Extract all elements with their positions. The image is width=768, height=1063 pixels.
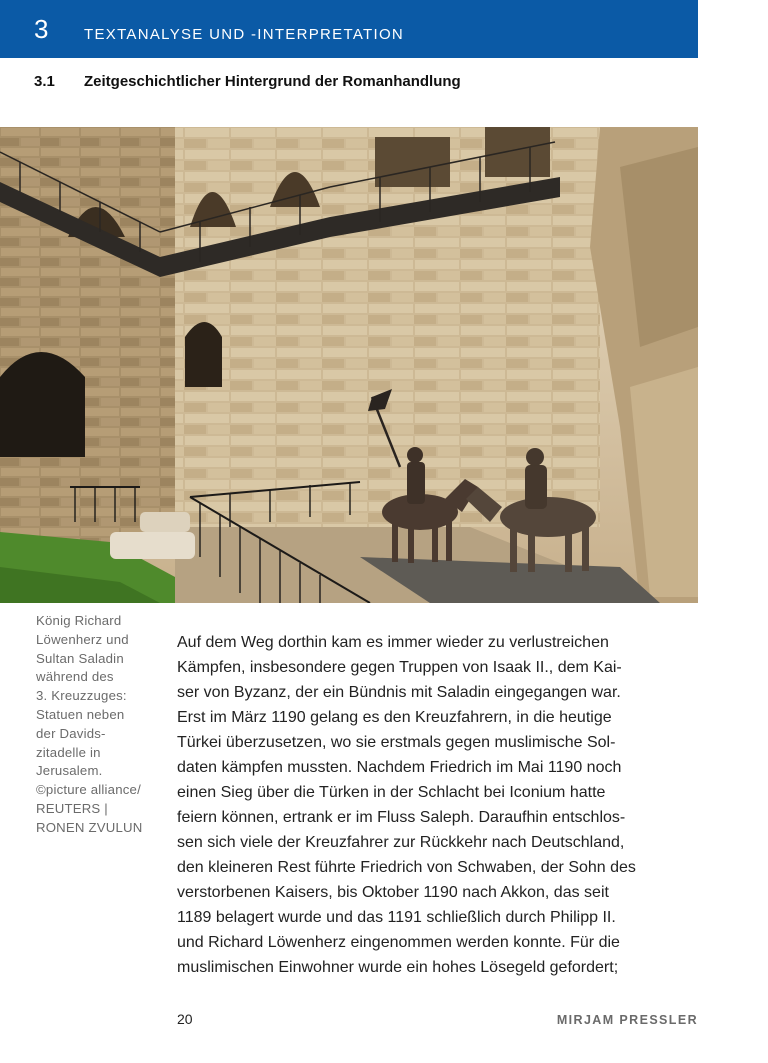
body-line: einen Sieg über die Türken in der Schlacht bei Iconium hatte bbox=[177, 784, 606, 801]
chapter-header-bar bbox=[0, 0, 698, 58]
body-line: den kleineren Rest führte Friedrich von Schwaben, der Sohn des bbox=[177, 859, 636, 876]
caption-line: Sultan Saladin bbox=[36, 650, 124, 666]
caption-line: der Davids- bbox=[36, 725, 106, 741]
photo-caption bbox=[36, 612, 166, 838]
caption-line: während des bbox=[36, 669, 114, 685]
author-name: MIRJAM PRESSLER bbox=[556, 1013, 698, 1027]
caption-line: REUTERS | bbox=[36, 800, 108, 816]
statues-photo bbox=[0, 127, 698, 603]
caption-line: zitadelle in bbox=[36, 744, 101, 760]
body-line: verstorbenen Kaisers, bis Oktober 1190 nach Akkon, das seit bbox=[177, 884, 609, 901]
section-number: 3.1 bbox=[34, 73, 55, 90]
caption-line: König Richard bbox=[36, 613, 122, 628]
caption-line: ©picture alliance/ bbox=[36, 782, 141, 798]
chapter-title: TEXTANALYSE UND -INTERPRETATION bbox=[84, 26, 405, 43]
section-title: Zeitgeschichtlicher Hintergrund der Romanhandlung bbox=[84, 73, 461, 90]
body-line: ser von Byzanz, der ein Bündnis mit Saladin eingegangen war. bbox=[177, 684, 621, 701]
caption-line: Jerusalem. bbox=[36, 763, 103, 779]
body-line: sen sich viele der Kreuzfahrer zur Rückkehr nach Deutschland, bbox=[177, 834, 625, 851]
body-line: Erst im März 1190 gelang es den Kreuzfahrern, in die heutige bbox=[177, 709, 612, 726]
chapter-number: 3 bbox=[34, 14, 49, 44]
body-paragraph bbox=[177, 630, 700, 980]
photo-illustration bbox=[0, 127, 698, 603]
body-line: und Richard Löwenherz eingenommen werden konnte. Für die bbox=[177, 934, 620, 951]
caption-line: RONEN ZVULUN bbox=[36, 819, 143, 835]
page-number: 20 bbox=[177, 1011, 193, 1027]
body-line: 1189 belagert wurde und das 1191 schließlich durch Philipp II. bbox=[177, 909, 616, 926]
caption-line: Statuen neben bbox=[36, 706, 125, 722]
body-line: Kämpfen, insbesondere gegen Truppen von Isaak II., dem Kai- bbox=[177, 659, 622, 676]
caption-line: Löwenherz und bbox=[36, 631, 129, 647]
body-line: Türkei überzusetzen, wo sie erstmals gegen muslimische Sol- bbox=[177, 734, 616, 751]
body-line: feiern können, ertrank er im Fluss Saleph. Daraufhin entschlos- bbox=[177, 809, 626, 826]
body-line: Auf dem Weg dorthin kam es immer wieder zu verlustreichen bbox=[177, 634, 609, 651]
body-line: muslimischen Einwohner wurde ein hohes Lösegeld gefordert; bbox=[177, 959, 619, 976]
body-line: daten kämpfen mussten. Nachdem Friedrich im Mai 1190 noch bbox=[177, 759, 622, 776]
caption-line: 3. Kreuzzuges: bbox=[36, 688, 127, 704]
